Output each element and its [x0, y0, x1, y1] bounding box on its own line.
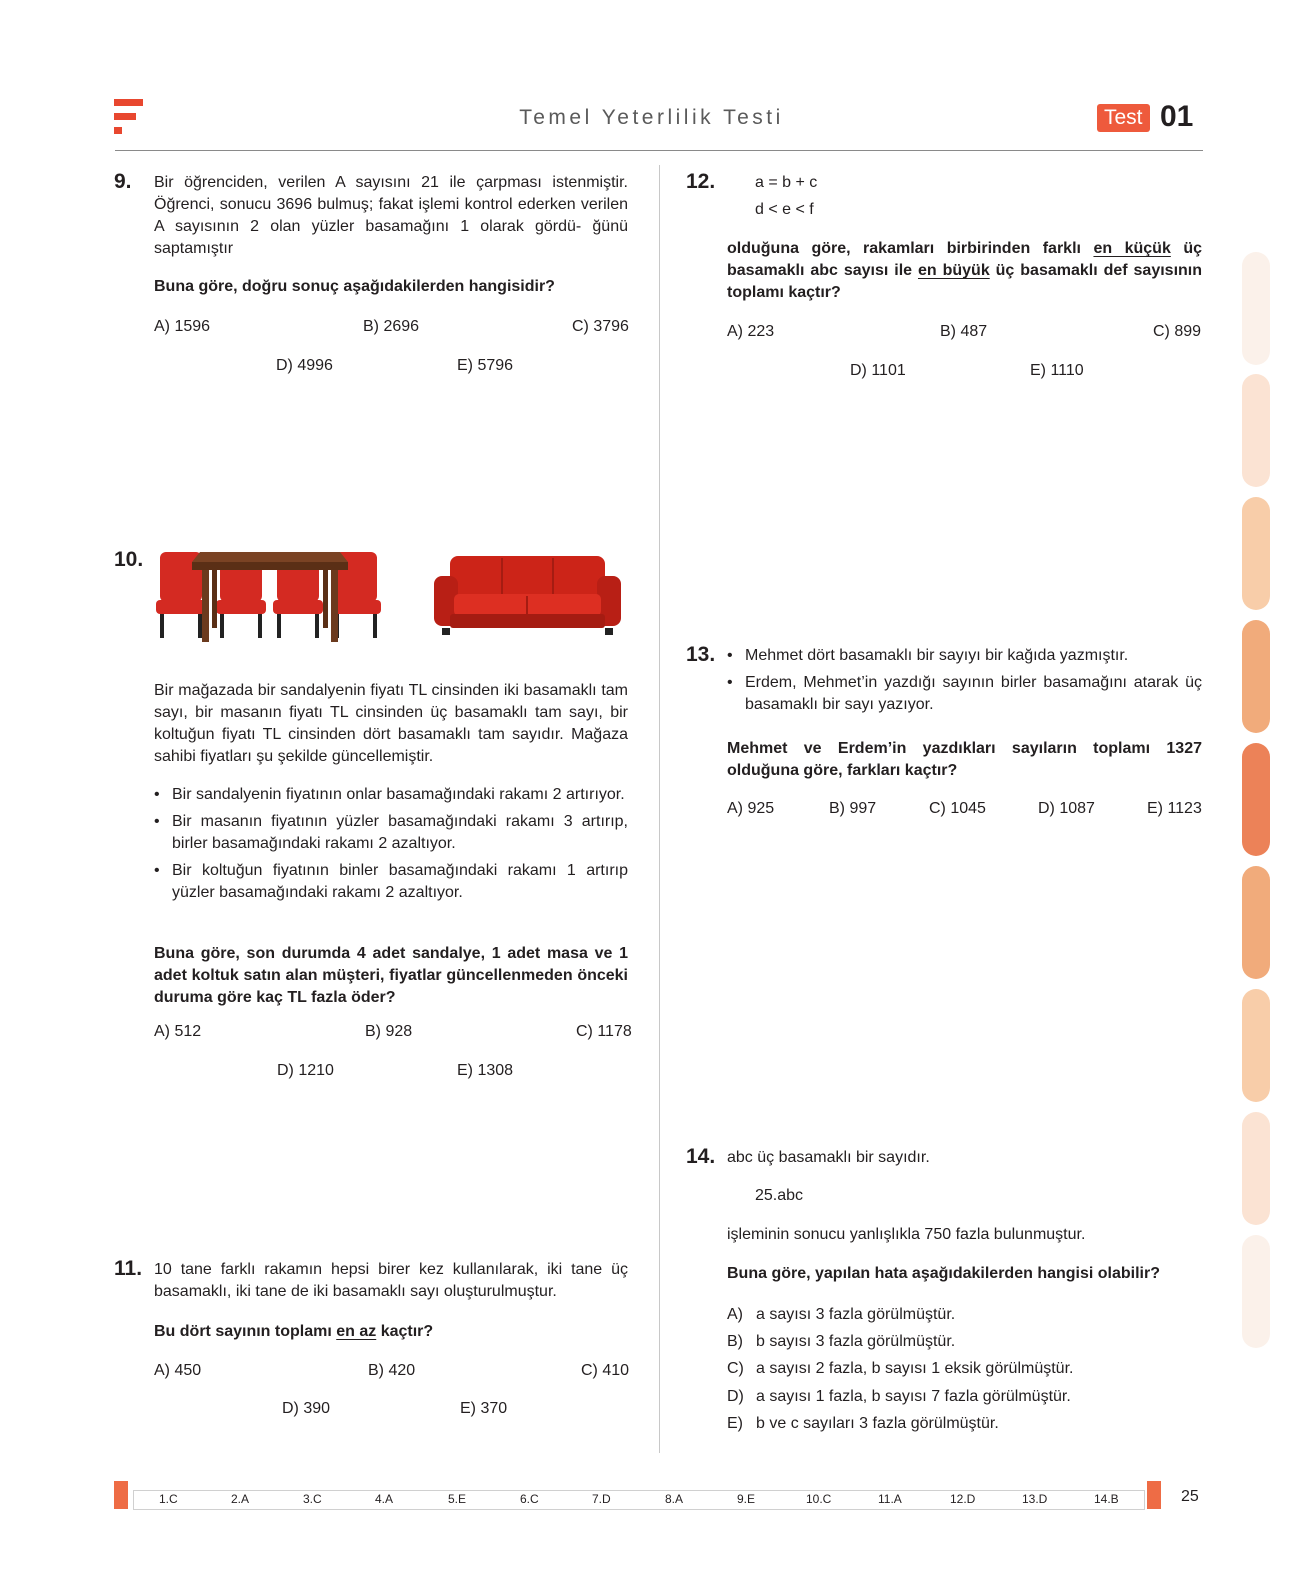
question-10-number: 10.: [114, 548, 144, 571]
answer-key-item: 7.D: [592, 1492, 611, 1506]
footer-marker-left: [114, 1481, 128, 1509]
q12-option-d[interactable]: D) 1101: [850, 362, 906, 379]
sofa-image: [430, 550, 625, 640]
question-11-prompt: Bu dört sayının toplamı en az kaçtır?: [154, 1323, 434, 1340]
answer-key-item: 12.D: [950, 1492, 976, 1506]
answer-key-item: 4.A: [375, 1492, 394, 1506]
column-divider: [659, 165, 660, 1453]
q10-option-c[interactable]: C) 1178: [576, 1023, 632, 1040]
question-13-prompt: Mehmet ve Erdem’in yazdıkları sayıların toplamı 1327 olduğuna göre, farkları kaçtır?: [727, 740, 1202, 779]
bullet-item: • Bir masanın fiyatının yüzler basamağındaki rakamı 3 artırıp, birler basamağındaki rakamı 2 azaltıyor.: [154, 811, 628, 855]
q11-option-b[interactable]: B) 420: [368, 1362, 416, 1379]
question-10-prompt: Buna göre, son durumda 4 adet sandalye, 1 adet masa ve 1 adet koltuk satın alan müşteri, fiyatlar güncellenmeden önceki duruma göre kaç TL fazla öder?: [154, 945, 628, 1006]
page-title: Temel Yeterlilik Testi: [519, 106, 784, 129]
question-14-text-2: işleminin sonucu yanlışlıkla 750 fazla bulunmuştur.: [727, 1226, 1086, 1243]
bullet-item: • Bir sandalyenin fiyatının onlar basamağındaki rakamı 2 artırıyor.: [154, 784, 628, 806]
question-14-prompt: Buna göre, yapılan hata aşağıdakilerden hangisi olabilir?: [727, 1265, 1160, 1282]
chairs-and-table-image: [150, 540, 400, 650]
question-9-text: Bir öğrenciden, verilen A sayısını 21 ile çarpması istenmiştir. Öğrenci, sonucu 3696 bulmuş; fakat işlemi kontrol ederken verilen A sayısının 2 olan yüzler basamağını 1 olarak gördü- ğünü saptamıştır: [154, 174, 628, 257]
test-number: 01: [1160, 100, 1194, 133]
q14-option-a[interactable]: A) a sayısı 3 fazla görülmüştür.: [727, 1306, 956, 1323]
answer-key-item: 9.E: [737, 1492, 756, 1506]
answer-key-item: 14.B: [1094, 1492, 1119, 1506]
q10-option-b[interactable]: B) 928: [365, 1023, 413, 1040]
answer-key-item: 6.C: [520, 1492, 539, 1506]
bullet-item: • Mehmet dört basamaklı bir sayıyı bir kağıda yazmıştır.: [727, 645, 1202, 667]
question-14-expression: 25.abc: [755, 1187, 804, 1204]
answer-key-item: 1.C: [159, 1492, 178, 1506]
header-divider: [115, 150, 1203, 151]
bullet-item: • Erdem, Mehmet’in yazdığı sayının birler basamağını atarak üç basamaklı bir sayı yazıyor.: [727, 672, 1202, 716]
q13-option-c[interactable]: C) 1045: [929, 800, 986, 817]
test-badge: Test: [1097, 104, 1150, 132]
answer-key-item: 10.C: [806, 1492, 832, 1506]
q10-option-e[interactable]: E) 1308: [457, 1062, 514, 1079]
question-9-prompt: Buna göre, doğru sonuç aşağıdakilerden hangisidir?: [154, 278, 555, 295]
q12-option-a[interactable]: A) 223: [727, 323, 775, 340]
q14-option-b[interactable]: B) b sayısı 3 fazla görülmüştür.: [727, 1333, 956, 1350]
equation-1: a = b + c: [755, 174, 818, 191]
question-11-text: 10 tane farklı rakamın hepsi birer kez kullanılarak, iki tane üç basamaklı, iki tane de iki basamaklı sayı oluşturulmuştur.: [154, 1261, 628, 1300]
q11-option-d[interactable]: D) 390: [282, 1400, 331, 1417]
answer-key-item: 5.E: [448, 1492, 467, 1506]
q11-option-c[interactable]: C) 410: [581, 1362, 630, 1379]
question-13-bullets: [727, 645, 1202, 716]
q14-option-e[interactable]: E) b ve c sayıları 3 fazla görülmüştür.: [727, 1415, 999, 1432]
answer-key-item: 11.A: [878, 1492, 902, 1506]
question-12-prompt: olduğuna göre, rakamları birbirinden farklı en küçük üç basamaklı abc sayısı ile en büyük üç basamaklı def sayısının toplamı kaçtır?: [727, 240, 1203, 301]
q11-option-a[interactable]: A) 450: [154, 1362, 202, 1379]
q12-option-b[interactable]: B) 487: [940, 323, 988, 340]
bullet-item: • Bir koltuğun fiyatının binler basamağındaki rakamı 1 artırıp yüzler basamağındaki rakamı 2 azaltıyor.: [154, 860, 628, 904]
question-14-number: 14.: [686, 1145, 716, 1168]
answer-key-item: 13.D: [1022, 1492, 1048, 1506]
question-11-number: 11.: [114, 1257, 143, 1280]
question-9-number: 9.: [114, 170, 132, 193]
q14-option-d[interactable]: D) a sayısı 1 fazla, b sayısı 7 fazla görülmüştür.: [727, 1388, 1071, 1405]
question-10-bullets: [154, 784, 628, 904]
question-13-number: 13.: [686, 643, 716, 666]
q13-option-b[interactable]: B) 997: [829, 800, 877, 817]
q12-option-e[interactable]: E) 1110: [1030, 362, 1084, 379]
equation-2: d < e < f: [755, 201, 814, 218]
q10-option-a[interactable]: A) 512: [154, 1023, 202, 1040]
q9-option-e[interactable]: E) 5796: [457, 357, 514, 374]
q10-option-d[interactable]: D) 1210: [277, 1062, 334, 1079]
q9-option-c[interactable]: C) 3796: [572, 318, 629, 335]
q9-option-b[interactable]: B) 2696: [363, 318, 420, 335]
page-number: 25: [1181, 1488, 1199, 1505]
footer-marker-right: [1147, 1481, 1161, 1509]
question-14-text: abc üç basamaklı bir sayıdır.: [727, 1149, 930, 1166]
answer-key-item: 8.A: [665, 1492, 684, 1506]
q13-option-a[interactable]: A) 925: [727, 800, 775, 817]
question-10-text: Bir mağazada bir sandalyenin fiyatı TL cinsinden iki basamaklı tam sayı, bir masanın fiyatı TL cinsinden üç basamaklı tam sayı, bir koltuğun fiyatı TL cinsinden dört basamaklı tam sayıdır. Mağaza sahibi fiyatları şu şekilde güncellemiştir.: [154, 682, 628, 765]
answer-key-strip: [133, 1490, 1145, 1510]
answer-key-item: 3.C: [303, 1492, 322, 1506]
q9-option-a[interactable]: A) 1596: [154, 318, 211, 335]
q11-option-e[interactable]: E) 370: [460, 1400, 508, 1417]
question-12-number: 12.: [686, 170, 716, 193]
q13-option-d[interactable]: D) 1087: [1038, 800, 1095, 817]
q12-option-c[interactable]: C) 899: [1153, 323, 1202, 340]
q13-option-e[interactable]: E) 1123: [1147, 800, 1202, 817]
q14-option-c[interactable]: C) a sayısı 2 fazla, b sayısı 1 eksik görülmüştür.: [727, 1360, 1074, 1377]
answer-key-item: 2.A: [231, 1492, 250, 1506]
q9-option-d[interactable]: D) 4996: [276, 357, 333, 374]
